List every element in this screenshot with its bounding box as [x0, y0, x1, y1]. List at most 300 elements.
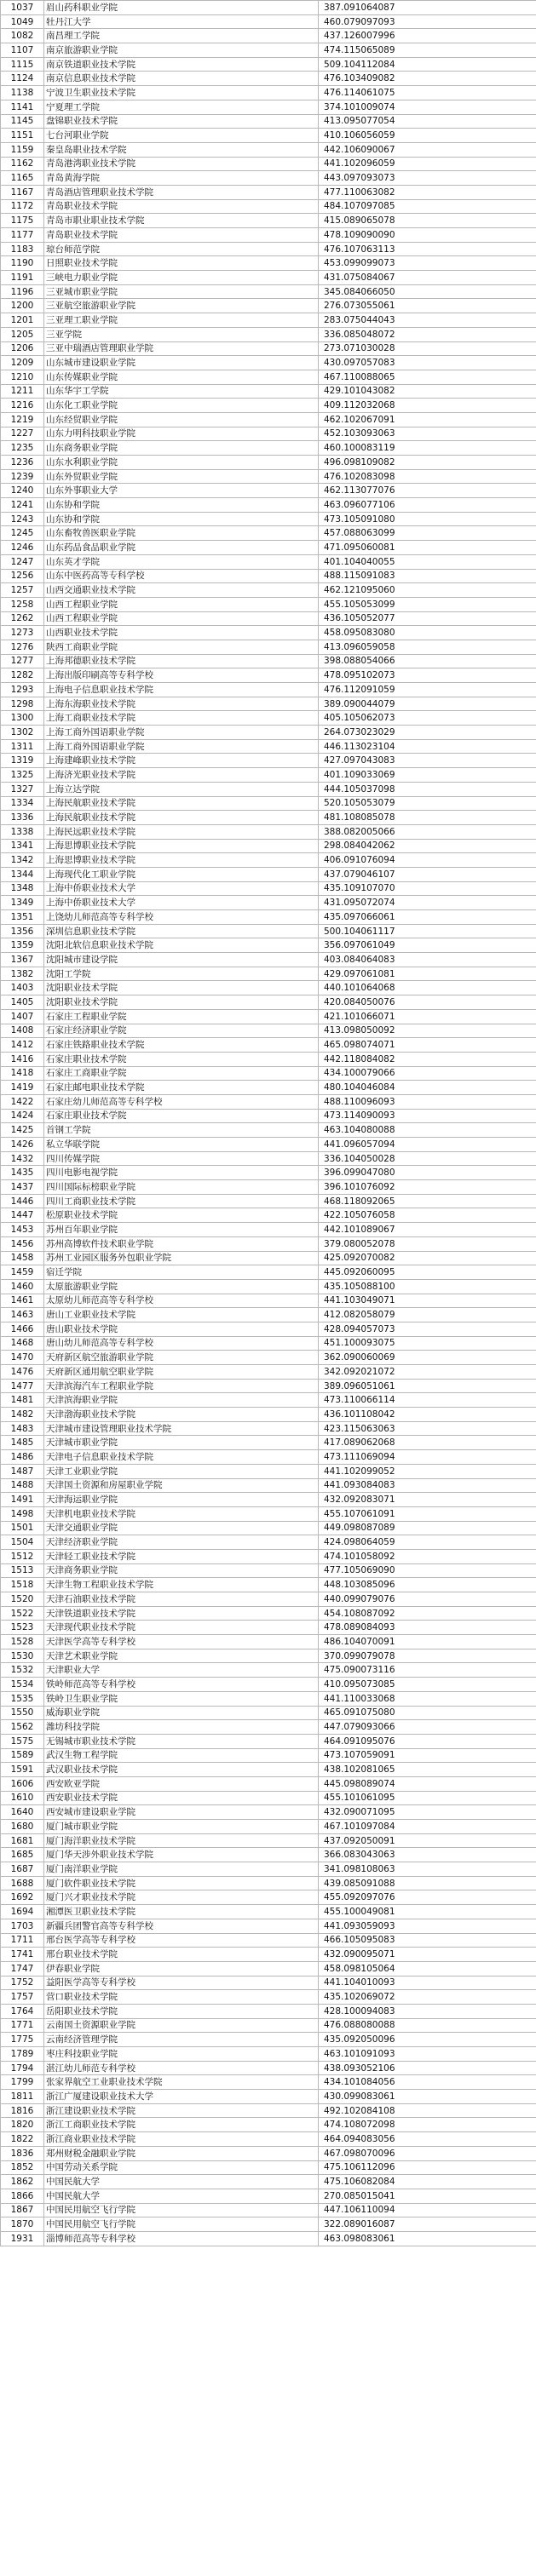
- school-name-cell: 私立华联学院: [44, 1138, 319, 1152]
- school-code-cell: 1426: [1, 1138, 44, 1152]
- table-row: [1, 256, 536, 271]
- school-name-cell: 铁岭卫生职业学院: [44, 1691, 319, 1706]
- school-name-cell: 上海民航职业技术学院: [44, 796, 319, 811]
- table-row: [1, 554, 536, 569]
- table-row: [1, 1820, 536, 1834]
- school-name-cell: 四川工商职业技术学院: [44, 1194, 319, 1208]
- score-cell: 449.098087089: [319, 1521, 536, 1535]
- table-row: [1, 2033, 536, 2047]
- score-cell: 422.105076058: [319, 1208, 536, 1223]
- school-name-cell: 青岛黄海学院: [44, 171, 319, 186]
- school-code-cell: 1356: [1, 924, 44, 938]
- table-row: [1, 199, 536, 214]
- school-name-cell: 山东中医药高等专科学校: [44, 569, 319, 583]
- score-cell: 473.114090093: [319, 1109, 536, 1123]
- table-row: [1, 1336, 536, 1351]
- school-code-cell: 1692: [1, 1890, 44, 1905]
- school-name-cell: 天津职业大学: [44, 1663, 319, 1678]
- school-code-cell: 1820: [1, 2118, 44, 2132]
- table-row: [1, 1691, 536, 1706]
- score-cell: 496.098109082: [319, 456, 536, 470]
- table-row: [1, 541, 536, 555]
- school-code-cell: 1606: [1, 1776, 44, 1791]
- school-code-cell: 1175: [1, 214, 44, 228]
- score-cell: 413.096059058: [319, 640, 536, 654]
- school-name-cell: 天府新区通用航空职业学院: [44, 1365, 319, 1380]
- table-row: [1, 739, 536, 754]
- school-name-cell: 山东协和学院: [44, 512, 319, 526]
- school-name-cell: 山东经贸职业学院: [44, 412, 319, 427]
- table-row: [1, 456, 536, 470]
- school-code-cell: 1822: [1, 2132, 44, 2147]
- school-code-cell: 1196: [1, 284, 44, 299]
- school-name-cell: 上海思博职业技术学院: [44, 853, 319, 868]
- school-name-cell: 天津交通职业学院: [44, 1521, 319, 1535]
- school-name-cell: 山东城市建设职业学院: [44, 356, 319, 370]
- school-code-cell: 1407: [1, 1009, 44, 1024]
- school-name-cell: 浙江建设职业技术学院: [44, 2103, 319, 2118]
- table-row: [1, 284, 536, 299]
- school-code-cell: 1518: [1, 1578, 44, 1592]
- school-code-cell: 1191: [1, 271, 44, 285]
- school-name-cell: 上海电子信息职业技术学院: [44, 683, 319, 697]
- school-name-cell: 上海民航职业技术学院: [44, 811, 319, 825]
- school-code-cell: 1258: [1, 597, 44, 611]
- score-cell: 475.106082084: [319, 2175, 536, 2189]
- school-code-cell: 1205: [1, 327, 44, 341]
- score-cell: 298.084042062: [319, 839, 536, 853]
- school-name-cell: 湘潭医卫职业技术学院: [44, 1905, 319, 1919]
- school-code-cell: 1771: [1, 2018, 44, 2033]
- score-cell: 445.098089074: [319, 1776, 536, 1791]
- school-name-cell: 南昌理工学院: [44, 29, 319, 43]
- score-cell: 441.096057094: [319, 1138, 536, 1152]
- score-cell: 471.095060081: [319, 541, 536, 555]
- score-cell: 417.089062068: [319, 1436, 536, 1450]
- school-name-cell: 南京信息职业技术学院: [44, 72, 319, 86]
- score-cell: 462.113077076: [319, 484, 536, 498]
- table-row: [1, 811, 536, 825]
- school-code-cell: 1459: [1, 1265, 44, 1280]
- table-row: [1, 697, 536, 711]
- school-name-cell: 浙江商业职业技术学院: [44, 2132, 319, 2147]
- school-name-cell: 天津渤海职业技术学院: [44, 1408, 319, 1422]
- score-cell: 442.101089067: [319, 1223, 536, 1237]
- school-code-cell: 1688: [1, 1876, 44, 1890]
- score-cell: 474.101058092: [319, 1549, 536, 1563]
- score-cell: 443.097093073: [319, 171, 536, 186]
- score-cell: 476.114061075: [319, 86, 536, 100]
- school-code-cell: 1513: [1, 1563, 44, 1578]
- school-name-cell: 太原旅游职业学院: [44, 1279, 319, 1294]
- table-row: [1, 583, 536, 598]
- table-row: [1, 726, 536, 740]
- table-row: [1, 1948, 536, 1962]
- school-name-cell: 上海思博职业技术学院: [44, 839, 319, 853]
- score-cell: 432.090095071: [319, 1948, 536, 1962]
- school-name-cell: 苏州高博软件技术职业学院: [44, 1236, 319, 1251]
- score-cell: 434.101084056: [319, 2075, 536, 2090]
- school-code-cell: 1162: [1, 157, 44, 171]
- score-cell: 474.115065089: [319, 43, 536, 58]
- score-cell: 336.085048072: [319, 327, 536, 341]
- table-row: [1, 2175, 536, 2189]
- school-name-cell: 上海出版印刷高等专科学校: [44, 668, 319, 683]
- score-cell: 463.104080088: [319, 1123, 536, 1138]
- table-row: [1, 1308, 536, 1322]
- score-cell: 463.098083061: [319, 2231, 536, 2246]
- school-code-cell: 1341: [1, 839, 44, 853]
- score-cell: 398.088054066: [319, 654, 536, 668]
- school-name-cell: 唐山职业技术学院: [44, 1322, 319, 1336]
- school-code-cell: 1483: [1, 1421, 44, 1436]
- school-code-cell: 1685: [1, 1848, 44, 1862]
- school-name-cell: 天津现代职业技术学院: [44, 1621, 319, 1635]
- table-row: [1, 185, 536, 199]
- score-cell: 428.100094083: [319, 2004, 536, 2018]
- score-cell: 435.092050096: [319, 2033, 536, 2047]
- school-code-cell: 1504: [1, 1535, 44, 1550]
- school-name-cell: 潍坊科技学院: [44, 1720, 319, 1735]
- school-name-cell: 松原职业技术学院: [44, 1208, 319, 1223]
- school-name-cell: 山东化工职业学院: [44, 399, 319, 413]
- score-cell: 452.103093063: [319, 427, 536, 441]
- school-code-cell: 1836: [1, 2146, 44, 2160]
- school-name-cell: 山东畜牧兽医职业学院: [44, 526, 319, 541]
- score-cell: 464.091095076: [319, 1734, 536, 1748]
- score-cell: 413.098050092: [319, 1024, 536, 1038]
- score-cell: 440.101064068: [319, 981, 536, 995]
- school-code-cell: 1591: [1, 1763, 44, 1777]
- table-row: [1, 441, 536, 456]
- table-row: [1, 881, 536, 896]
- table-row: [1, 1180, 536, 1195]
- school-name-cell: 郑州财税金融职业学院: [44, 2146, 319, 2160]
- school-code-cell: 1206: [1, 341, 44, 356]
- score-cell: 401.109033069: [319, 768, 536, 783]
- school-name-cell: 铁岭师范高等专科学校: [44, 1678, 319, 1692]
- school-code-cell: 1246: [1, 541, 44, 555]
- score-cell: 412.082058079: [319, 1308, 536, 1322]
- school-name-cell: 山西工程职业学院: [44, 611, 319, 626]
- table-row: [1, 1322, 536, 1336]
- score-cell: 431.075084067: [319, 271, 536, 285]
- school-code-cell: 1273: [1, 626, 44, 640]
- school-code-cell: 1530: [1, 1649, 44, 1663]
- school-name-cell: 张家界航空工业职业技术学院: [44, 2075, 319, 2090]
- table-row: [1, 114, 536, 129]
- school-code-cell: 1210: [1, 370, 44, 384]
- score-cell: 341.098108063: [319, 1862, 536, 1877]
- table-row: [1, 1706, 536, 1720]
- school-name-cell: 苏州百年职业学院: [44, 1223, 319, 1237]
- school-name-cell: 山东外事职业大学: [44, 484, 319, 498]
- score-cell: 455.101061095: [319, 1791, 536, 1805]
- table-row: [1, 214, 536, 228]
- score-cell: 462.121095060: [319, 583, 536, 598]
- table-body: [1, 1, 536, 2246]
- school-name-cell: 厦门华天涉外职业技术学院: [44, 1848, 319, 1862]
- score-cell: 389.090044079: [319, 697, 536, 711]
- school-code-cell: 1145: [1, 114, 44, 129]
- score-cell: 441.102096059: [319, 157, 536, 171]
- school-name-cell: 天津铁道职业技术学院: [44, 1606, 319, 1621]
- score-cell: 366.083043063: [319, 1848, 536, 1862]
- school-code-cell: 1405: [1, 995, 44, 1010]
- score-cell: 460.079097093: [319, 14, 536, 29]
- school-name-cell: 石家庄职业技术学院: [44, 1109, 319, 1123]
- table-row: [1, 1862, 536, 1877]
- school-code-cell: 1532: [1, 1663, 44, 1678]
- school-code-cell: 1640: [1, 1805, 44, 1820]
- school-code-cell: 1338: [1, 824, 44, 839]
- school-name-cell: 三亚航空旅游职业学院: [44, 299, 319, 313]
- school-name-cell: 山西工程职业学院: [44, 597, 319, 611]
- school-name-cell: 深圳信息职业技术学院: [44, 924, 319, 938]
- score-cell: 484.107097085: [319, 199, 536, 214]
- score-cell: 429.101043082: [319, 384, 536, 399]
- table-row: [1, 72, 536, 86]
- score-cell: 464.094083056: [319, 2132, 536, 2147]
- school-code-cell: 1141: [1, 100, 44, 114]
- school-code-cell: 1456: [1, 1236, 44, 1251]
- school-name-cell: 上海立达学院: [44, 782, 319, 796]
- school-name-cell: 西安城市建设职业学院: [44, 1805, 319, 1820]
- school-name-cell: 新疆兵团警官高等专科学校: [44, 1919, 319, 1933]
- table-row: [1, 2061, 536, 2075]
- school-code-cell: 1351: [1, 910, 44, 925]
- school-name-cell: 岳阳职业技术学院: [44, 2004, 319, 2018]
- school-name-cell: 天津滨海汽车工程职业学院: [44, 1379, 319, 1393]
- school-name-cell: 山东商务职业学院: [44, 441, 319, 456]
- school-code-cell: 1446: [1, 1194, 44, 1208]
- school-code-cell: 1862: [1, 2175, 44, 2189]
- table-row: [1, 2231, 536, 2246]
- school-name-cell: 上海中侨职业技术大学: [44, 896, 319, 910]
- school-code-cell: 1466: [1, 1322, 44, 1336]
- school-name-cell: 山东外贸职业学院: [44, 469, 319, 484]
- school-name-cell: 山东力明科技职业学院: [44, 427, 319, 441]
- school-code-cell: 1382: [1, 967, 44, 981]
- school-code-cell: 1219: [1, 412, 44, 427]
- score-cell: 403.084064083: [319, 953, 536, 967]
- table-row: [1, 1038, 536, 1053]
- school-name-cell: 陕西工商职业学院: [44, 640, 319, 654]
- school-name-cell: 天津石油职业技术学院: [44, 1592, 319, 1607]
- score-cell: 406.091076094: [319, 853, 536, 868]
- score-cell: 424.098064059: [319, 1535, 536, 1550]
- school-code-cell: 1247: [1, 554, 44, 569]
- table-row: [1, 853, 536, 868]
- school-name-cell: 青岛职业技术学院: [44, 199, 319, 214]
- score-cell: 322.089016087: [319, 2217, 536, 2232]
- school-code-cell: 1789: [1, 2047, 44, 2062]
- table-row: [1, 1379, 536, 1393]
- score-cell: 442.106090067: [319, 142, 536, 157]
- table-row: [1, 640, 536, 654]
- school-name-cell: 枣庄科技职业学院: [44, 2047, 319, 2062]
- score-cell: 445.092060095: [319, 1265, 536, 1280]
- school-name-cell: 伊春职业学院: [44, 1961, 319, 1976]
- school-code-cell: 1487: [1, 1464, 44, 1478]
- school-code-cell: 1416: [1, 1052, 44, 1066]
- score-cell: 478.109090090: [319, 228, 536, 243]
- table-row: [1, 1109, 536, 1123]
- school-code-cell: 1811: [1, 2090, 44, 2104]
- score-cell: 477.105069090: [319, 1563, 536, 1578]
- school-name-cell: 日照职业技术学院: [44, 256, 319, 271]
- table-row: [1, 839, 536, 853]
- score-cell: 444.105037098: [319, 782, 536, 796]
- school-code-cell: 1349: [1, 896, 44, 910]
- school-code-cell: 1359: [1, 938, 44, 953]
- table-row: [1, 498, 536, 513]
- school-name-cell: 沈阳城市建设学院: [44, 953, 319, 967]
- table-row: [1, 2132, 536, 2147]
- school-code-cell: 1481: [1, 1393, 44, 1408]
- score-cell: 466.105095083: [319, 1933, 536, 1948]
- table-row: [1, 896, 536, 910]
- school-name-cell: 武汉职业技术学院: [44, 1763, 319, 1777]
- table-row: [1, 967, 536, 981]
- score-cell: 270.085015041: [319, 2189, 536, 2203]
- school-name-cell: 山东药品食品职业学院: [44, 541, 319, 555]
- score-cell: 438.093052106: [319, 2061, 536, 2075]
- table-row: [1, 1763, 536, 1777]
- score-cell: 488.115091083: [319, 569, 536, 583]
- school-code-cell: 1458: [1, 1251, 44, 1265]
- score-cell: 476.107063113: [319, 242, 536, 256]
- school-code-cell: 1311: [1, 739, 44, 754]
- school-code-cell: 1419: [1, 1081, 44, 1095]
- score-cell: 462.102067091: [319, 412, 536, 427]
- table-row: [1, 1393, 536, 1408]
- school-name-cell: 山东华宇工学院: [44, 384, 319, 399]
- table-row: [1, 1450, 536, 1465]
- score-cell: 474.108072098: [319, 2118, 536, 2132]
- table-row: [1, 526, 536, 541]
- score-cell: 465.091075080: [319, 1706, 536, 1720]
- school-name-cell: 中国民航大学: [44, 2175, 319, 2189]
- school-name-cell: 湛江幼儿师范专科学校: [44, 2061, 319, 2075]
- score-cell: 458.095083080: [319, 626, 536, 640]
- table-row: [1, 1678, 536, 1692]
- score-cell: 476.112091059: [319, 683, 536, 697]
- score-cell: 488.110096093: [319, 1094, 536, 1109]
- school-code-cell: 1463: [1, 1308, 44, 1322]
- score-cell: 500.104061117: [319, 924, 536, 938]
- school-name-cell: 天津商务职业学院: [44, 1563, 319, 1578]
- table-row: [1, 1436, 536, 1450]
- table-row: [1, 427, 536, 441]
- score-cell: 454.108087092: [319, 1606, 536, 1621]
- school-name-cell: 沈阳北软信息职业技术学院: [44, 938, 319, 953]
- school-code-cell: 1159: [1, 142, 44, 157]
- score-cell: 387.091064087: [319, 1, 536, 15]
- table-row: [1, 1066, 536, 1081]
- school-name-cell: 青岛港湾职业技术学院: [44, 157, 319, 171]
- score-cell: 478.089084093: [319, 1621, 536, 1635]
- school-code-cell: 1425: [1, 1123, 44, 1138]
- score-cell: 430.097057083: [319, 356, 536, 370]
- table-row: [1, 2203, 536, 2217]
- score-cell: 467.101097084: [319, 1820, 536, 1834]
- school-code-cell: 1348: [1, 881, 44, 896]
- school-name-cell: 威海职业学院: [44, 1706, 319, 1720]
- score-cell: 460.100083119: [319, 441, 536, 456]
- table-row: [1, 938, 536, 953]
- score-cell: 430.099083061: [319, 2090, 536, 2104]
- table-row: [1, 2160, 536, 2175]
- score-cell: 345.084066050: [319, 284, 536, 299]
- school-name-cell: 石家庄工商职业学院: [44, 1066, 319, 1081]
- score-cell: 410.106056059: [319, 129, 536, 143]
- score-cell: 439.085091088: [319, 1876, 536, 1890]
- school-code-cell: 1342: [1, 853, 44, 868]
- school-code-cell: 1870: [1, 2217, 44, 2232]
- school-code-cell: 1535: [1, 1691, 44, 1706]
- table-row: [1, 412, 536, 427]
- school-name-cell: 中国民用航空飞行学院: [44, 2203, 319, 2217]
- table-row: [1, 1, 536, 15]
- score-cell: 436.105052077: [319, 611, 536, 626]
- school-name-cell: 云南国土资源职业学院: [44, 2018, 319, 2033]
- table-row: [1, 1833, 536, 1848]
- school-name-cell: 上海民远职业技术学院: [44, 824, 319, 839]
- school-name-cell: 太原幼儿师范高等专科学校: [44, 1294, 319, 1308]
- school-code-cell: 1501: [1, 1521, 44, 1535]
- school-code-cell: 1298: [1, 697, 44, 711]
- school-name-cell: 七台河职业学院: [44, 129, 319, 143]
- table-row: [1, 1606, 536, 1621]
- school-name-cell: 四川电影电视学院: [44, 1166, 319, 1180]
- score-cell: 342.092021072: [319, 1365, 536, 1380]
- table-row: [1, 313, 536, 328]
- school-name-cell: 琼台师范学院: [44, 242, 319, 256]
- score-cell: 405.105062073: [319, 711, 536, 726]
- score-cell: 476.088080088: [319, 2018, 536, 2033]
- school-code-cell: 1589: [1, 1748, 44, 1763]
- school-code-cell: 1403: [1, 981, 44, 995]
- school-code-cell: 1520: [1, 1592, 44, 1607]
- school-code-cell: 1486: [1, 1450, 44, 1465]
- table-row: [1, 142, 536, 157]
- score-cell: 451.100093075: [319, 1336, 536, 1351]
- table-row: [1, 1563, 536, 1578]
- school-name-cell: 秦皇岛职业技术学院: [44, 142, 319, 157]
- table-row: [1, 1876, 536, 1890]
- table-row: [1, 2118, 536, 2132]
- score-cell: 370.099079078: [319, 1649, 536, 1663]
- score-cell: 455.092097076: [319, 1890, 536, 1905]
- table-row: [1, 1265, 536, 1280]
- score-cell: 396.101076092: [319, 1180, 536, 1195]
- school-code-cell: 1752: [1, 1976, 44, 1990]
- school-name-cell: 上海中侨职业技术大学: [44, 881, 319, 896]
- school-code-cell: 1424: [1, 1109, 44, 1123]
- table-row: [1, 157, 536, 171]
- school-code-cell: 1794: [1, 2061, 44, 2075]
- school-code-cell: 1470: [1, 1351, 44, 1365]
- score-cell: 379.080052078: [319, 1236, 536, 1251]
- score-cell: 409.112032068: [319, 399, 536, 413]
- school-name-cell: 厦门兴才职业技术学院: [44, 1890, 319, 1905]
- table-row: [1, 1493, 536, 1507]
- table-row: [1, 242, 536, 256]
- school-name-cell: 石家庄幼儿师范高等专科学校: [44, 1094, 319, 1109]
- school-name-cell: 益阳医学高等专科学校: [44, 1976, 319, 1990]
- table-row: [1, 782, 536, 796]
